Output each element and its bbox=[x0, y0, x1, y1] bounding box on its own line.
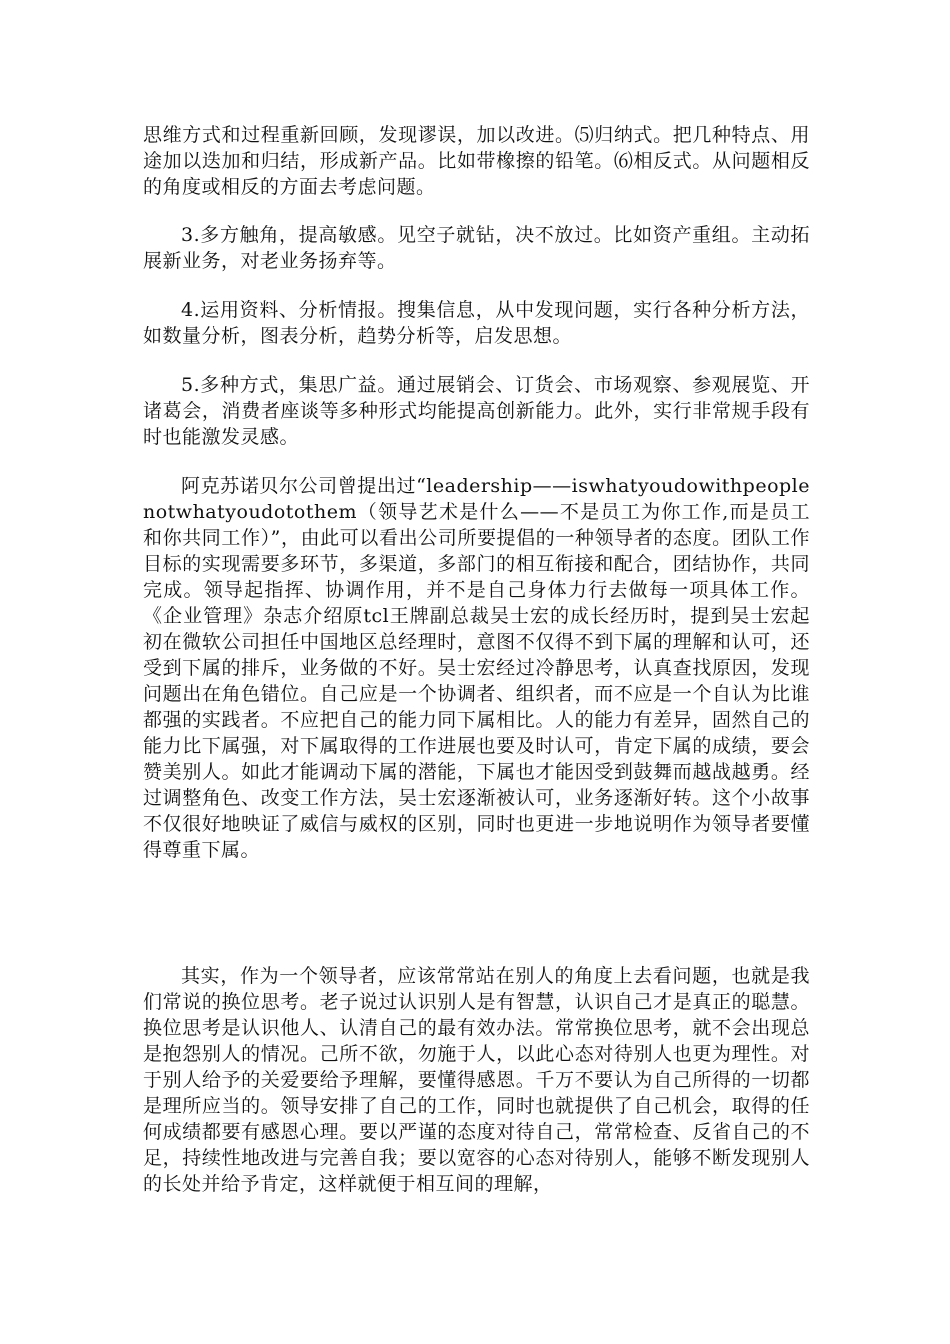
paragraph-point-3: 3.多方触角，提高敏感。见空子就钻，决不放过。比如资产重组。主动拓展新业务，对老业务扬弃等。 bbox=[143, 224, 810, 272]
document-body bbox=[143, 122, 810, 1197]
paragraph-point-4: 4.运用资料、分析情报。搜集信息，从中发现问题，实行各种分析方法，如数量分析，图表分析，趋势分析等，启发思想。 bbox=[143, 299, 810, 347]
paragraph-point-5: 5.多种方式，集思广益。通过展销会、订货会、市场观察、参观展览、开诸葛会，消费者座谈等多种形式均能提高创新能力。此外，实行非常规手段有时也能激发灵感。 bbox=[143, 374, 810, 448]
paragraph-empathy: 其实，作为一个领导者，应该常常站在别人的角度上去看问题，也就是我们常说的换位思考。老子说过认识别人是有智慧，认识自己才是真正的聪慧。换位思考是认识他人、认清自己的最有效办法。常常换位思考，就不会出现总是抱怨别人的情况。己所不欲，勿施于人，以此心态对待别人也更为理性。对于别人给予的关爱要给予理解，要懂得感恩。千万不要认为自己所得的一切都是理所应当的。领导安排了自己的工作，同时也就提供了自己机会，取得的任何成绩都要有感恩心理。要以严谨的态度对待自己，常常检查、反省自己的不足，持续性地改进与完善自我；要以宽容的心态对待别人，能够不断发现别人的长处并给予肯定，这样就便于相互间的理解， bbox=[143, 965, 810, 1195]
paragraph-akzonobel-example: 阿克苏诺贝尔公司曾提出过“leadership——iswhatyoudowithpeoplenotwhatyoudotothem（领导艺术是什么——不是员工为你工作,而是员工和你共同工作）”，由此可以看出公司所要提倡的一种领导者的态度。团队工作目标的实现需要多环节，多渠道，多部门的相互衔接和配合，团结协作，共同完成。领导起指挥、协调作用，并不是自己身体力行去做每一项具体工作。《企业管理》杂志介绍原tcl王牌副总裁吴士宏的成长经历时，提到吴士宏起初在微软公司担任中国地区总经理时，意图不仅得不到下属的理解和认可，还受到下属的排斥，业务做的不好。吴士宏经过冷静思考，认真查找原因，发现问题出在角色错位。自己应是一个协调者、组织者，而不应是一个自认为比谁都强的实践者。不应把自己的能力同下属相比。人的能力有差异，固然自己的能力比下属强，对下属取得的工作进展也要及时认可，肯定下属的成绩，要会赞美别人。如此才能调动下属的潜能，下属也才能因受到鼓舞而越战越勇。经过调整角色、改变工作方法，吴士宏逐渐被认可，业务逐渐好转。这个小故事不仅很好地映证了威信与威权的区别，同时也更进一步地说明作为领导者要懂得尊重下属。 bbox=[143, 475, 810, 861]
paragraph-continuation: 思维方式和过程重新回顾，发现谬误，加以改进。⑸归纳式。把几种特点、用途加以迭加和归结，形成新产品。比如带橡擦的铅笔。⑹相反式。从问题相反的角度或相反的方面去考虑问题。 bbox=[143, 124, 810, 198]
